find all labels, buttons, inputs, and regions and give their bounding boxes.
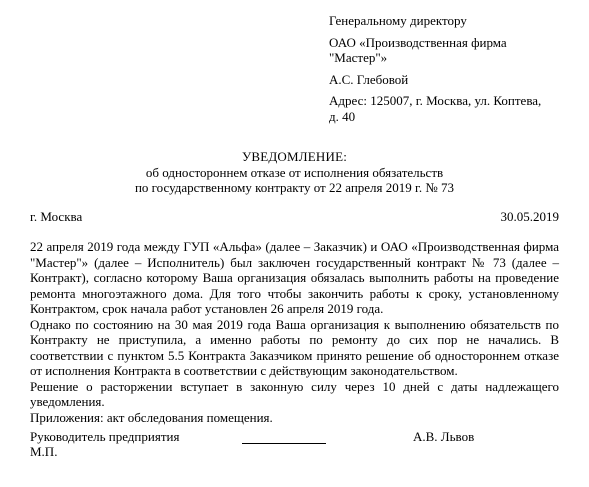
body-paragraph-2: Однако по состоянию на 30 мая 2019 года Ваша организация к выполнению обязательств по Контракту не приступила, а именно работы по ремонту до сих пор не начались. В соответствии с пунктом 5.5 Контракта Заказчиком принято решение об одностороннем отказе от исполнения Контракта в соответствии с действующим законодательством. (30, 316, 559, 378)
stamp-place: М.П. (30, 444, 58, 459)
document-date: 30.05.2019 (500, 209, 559, 224)
signature-block (30, 429, 559, 461)
signer-name: А.В. Львов (413, 429, 475, 444)
document-subtitle-line1: об одностороннем отказе от исполнения обязательств (145, 164, 444, 180)
document-heading (40, 149, 549, 196)
body-paragraph-1: 22 апреля 2019 года между ГУП «Альфа» (далее – Заказчик) и ОАО «Производственная фирма "Мастер"» (далее – Исполнитель) был заключен государственный контракт № 73 (далее – Контракт), согласно которому Ваша организация обязалась выполнить работы на проведение ремонта многоэтажного дома. Для того чтобы закончить работы к сроку, установленному Контрактом, срок начала работ установлен 26 апреля 2019 года. (30, 239, 559, 316)
recipient-name: А.С. Глебовой (329, 71, 409, 87)
document-title: УВЕДОМЛЕНИЕ: (241, 149, 348, 164)
document-body (30, 239, 559, 425)
recipient-block (329, 13, 559, 124)
document-city: г. Москва (30, 209, 83, 224)
recipient-address-cont: д. 40 (329, 108, 356, 124)
recipient-address: Адрес: 125007, г. Москва, ул. Коптева, (329, 93, 542, 108)
recipient-company: ОАО «Производственная фирма (329, 34, 507, 50)
signature-line (242, 429, 326, 444)
body-paragraph-3: Решение о расторжении вступает в законную силу через 10 дней с даты надлежащего уведомления. (30, 378, 559, 409)
place-date-row (30, 209, 559, 225)
recipient-position: Генеральному директору (329, 13, 467, 28)
signer-role: Руководитель предприятия (30, 429, 180, 444)
recipient-company-cont: "Мастер"» (329, 50, 388, 65)
attachments-line: Приложения: акт обследования помещения. (30, 409, 273, 425)
document-subtitle-line2: по государственному контракту от 22 апреля 2019 г. № 73 (134, 180, 455, 195)
